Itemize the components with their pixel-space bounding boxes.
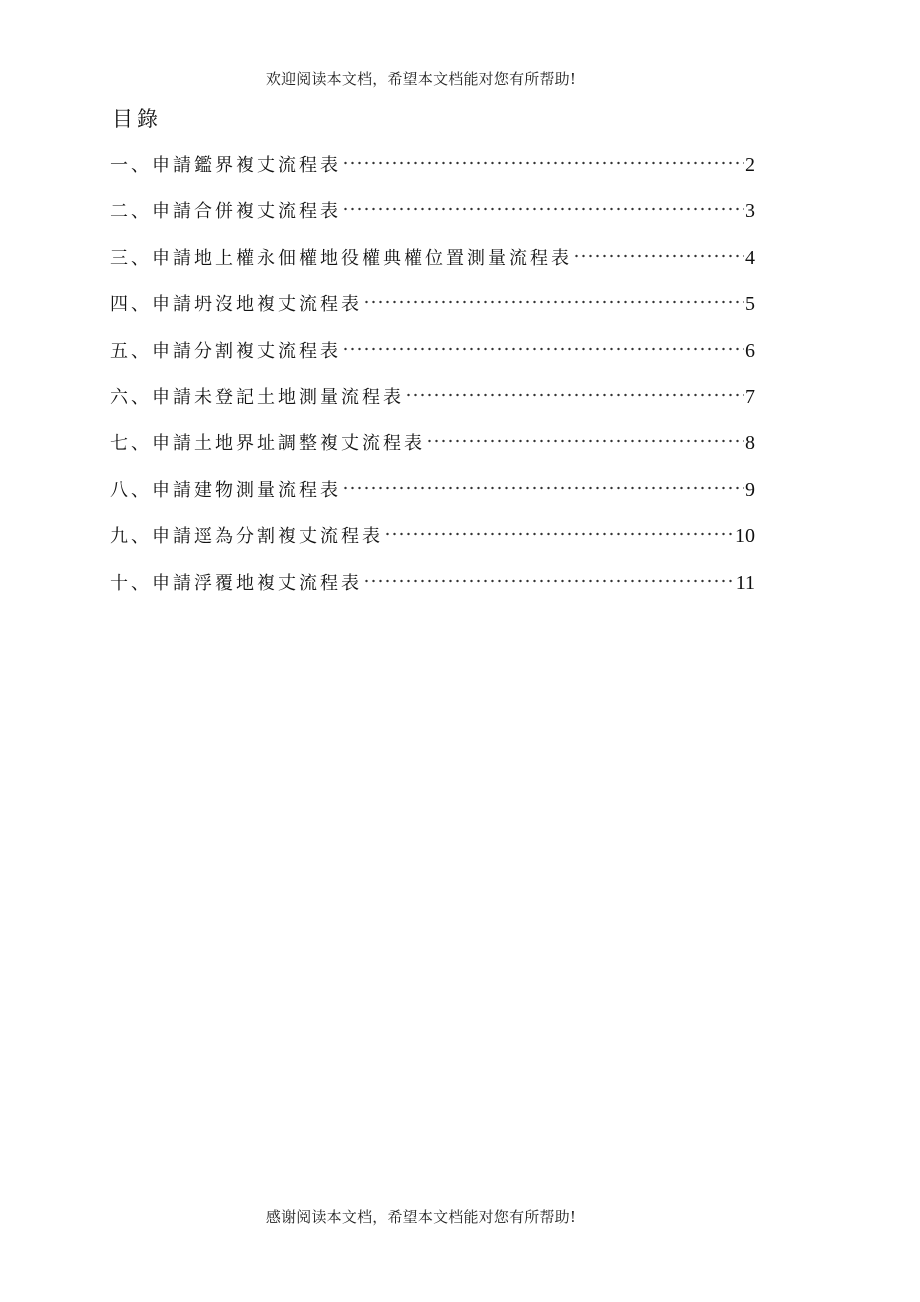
toc-entry-page: 2 [745, 154, 755, 176]
header-note: 欢迎阅读本文档，希望本文档能对您有所帮助! [265, 70, 577, 88]
toc-entry-label: 七、申請土地界址調整複丈流程表 [110, 433, 425, 455]
toc-entry-label: 九、申請逕為分割複丈流程表 [110, 526, 383, 548]
toc-entry[interactable] [110, 150, 755, 196]
toc-entry-label: 五、申請分割複丈流程表 [110, 340, 341, 362]
toc-entry[interactable] [110, 475, 755, 521]
toc-entry[interactable] [110, 568, 755, 614]
dot-leader [342, 195, 744, 211]
toc-entry-label: 六、申請未登記土地測量流程表 [110, 386, 404, 408]
toc-entry-page: 6 [745, 339, 755, 362]
toc-entry-page: 9 [745, 478, 755, 501]
dot-leader [342, 334, 744, 350]
toc-entry-page: 10 [735, 525, 755, 548]
dot-leader [384, 520, 734, 536]
toc-entry-label: 八、申請建物測量流程表 [110, 479, 341, 501]
toc-entry[interactable] [110, 196, 755, 242]
dot-leader [363, 566, 735, 582]
toc-entry-label: 二、申請合併複丈流程表 [110, 201, 341, 223]
toc-entry[interactable] [110, 289, 755, 335]
toc-entry-label: 四、申請坍沒地複丈流程表 [110, 294, 362, 316]
toc-entry[interactable] [110, 428, 755, 474]
dot-leader [573, 242, 744, 258]
dot-leader [342, 474, 744, 490]
dot-leader [363, 288, 744, 304]
dot-leader [405, 381, 744, 397]
toc-entry-label: 一、申請鑑界複丈流程表 [110, 155, 341, 176]
toc-entry-page: 3 [745, 200, 755, 223]
toc-entry-label: 三、申請地上權永佃權地役權典權位置測量流程表 [110, 247, 572, 269]
toc-entry-page: 5 [745, 293, 755, 316]
toc-entry-page: 4 [745, 246, 755, 269]
toc-entry-label: 十、申請浮覆地複丈流程表 [110, 572, 362, 594]
dot-leader [426, 427, 744, 443]
toc-entry[interactable] [110, 243, 755, 289]
table-of-contents [110, 150, 755, 614]
toc-entry[interactable] [110, 382, 755, 428]
footer-note: 感谢阅读本文档，希望本文档能对您有所帮助! [265, 1208, 577, 1226]
toc-entry[interactable] [110, 521, 755, 567]
toc-entry[interactable] [110, 336, 755, 382]
toc-entry-page: 11 [735, 571, 755, 594]
toc-entry-page: 8 [745, 432, 755, 455]
toc-entry-page: 7 [745, 385, 755, 408]
dot-leader [342, 149, 744, 165]
toc-title: 目錄 [112, 107, 162, 131]
